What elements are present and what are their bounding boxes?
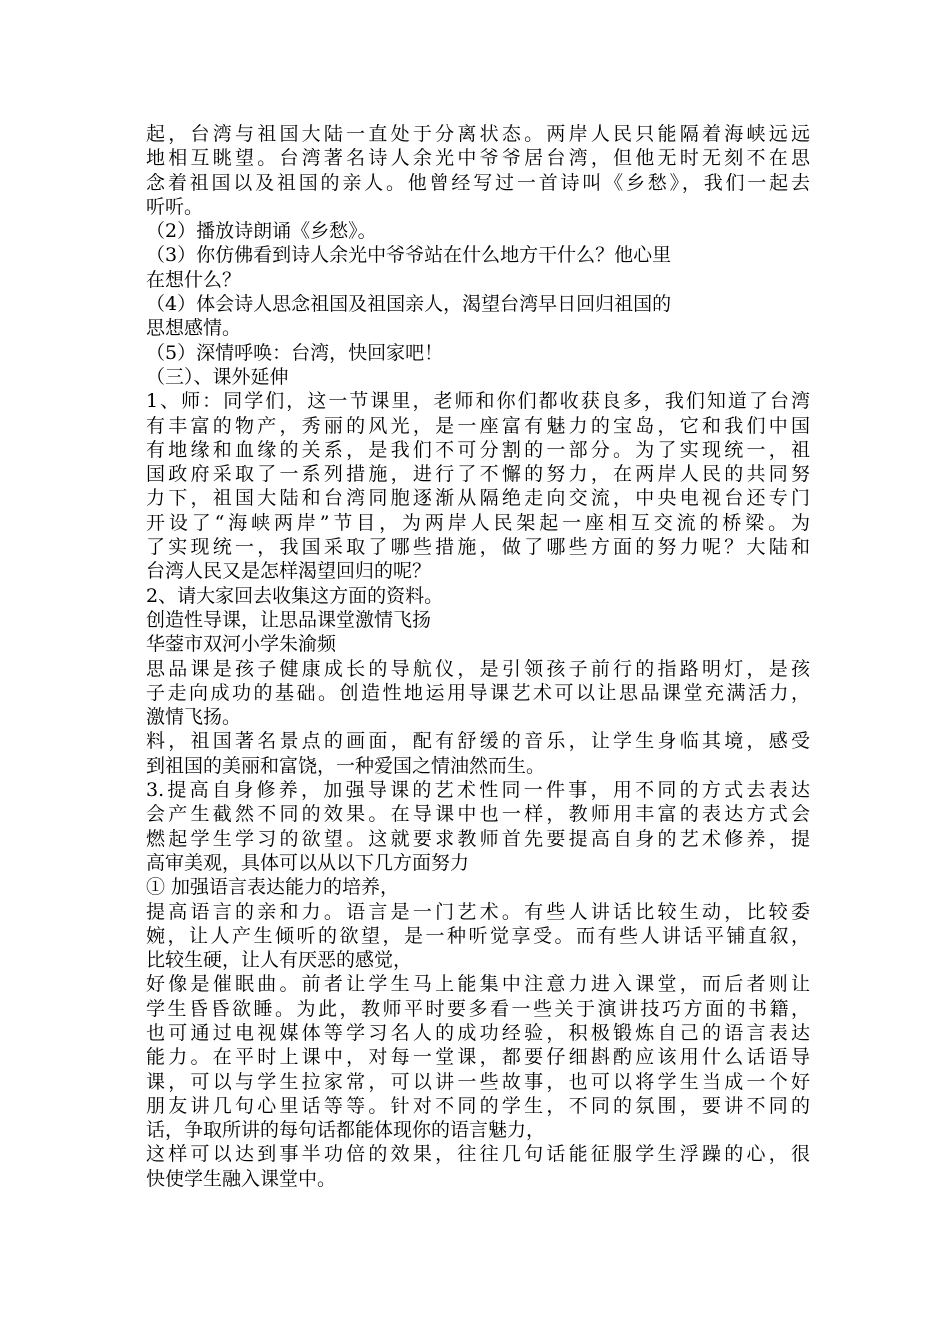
text-line: 思想感情。 bbox=[146, 317, 242, 340]
text-line: 听听。 bbox=[146, 195, 204, 218]
text-line: 婉，让人产生倾听的欲望，是一种听觉享受。而有些人讲话平铺直叙， bbox=[146, 924, 810, 947]
text-line: 课，可以与学生拉家常，可以讲一些故事，也可以将学生当成一个好 bbox=[146, 1070, 810, 1093]
text-line: （2）播放诗朗诵《乡愁》。 bbox=[146, 220, 377, 243]
text-line: 在想什么？ bbox=[146, 268, 242, 291]
text-line: 国政府采取了一系列措施，进行了不懈的努力，在两岸人民的共同努 bbox=[146, 463, 810, 486]
text-line: 朋友讲几句心里话等等。针对不同的学生，不同的氛围，要讲不同的 bbox=[146, 1094, 810, 1117]
text-line: 子走向成功的基础。创造性地运用导课艺术可以让思品课堂充满活力， bbox=[146, 681, 810, 704]
text-line: 华蓥市双河小学朱渝频 bbox=[146, 633, 337, 656]
text-line: 了实现统一，我国采取了哪些措施，做了哪些方面的努力呢？大陆和 bbox=[146, 536, 810, 559]
text-line: 料，祖国著名景点的画面，配有舒缓的音乐，让学生身临其境，感受 bbox=[146, 730, 810, 753]
text-line: ① 加强语言表达能力的培养， bbox=[146, 876, 400, 899]
text-line: 会产生截然不同的效果。在导课中也一样，教师用丰富的表达方式会 bbox=[146, 803, 810, 826]
text-line: 有丰富的物产，秀丽的风光，是一座富有魅力的宝岛，它和我们中国 bbox=[146, 414, 810, 437]
text-line: 这样可以达到事半功倍的效果，往往几句话能征服学生浮躁的心，很 bbox=[146, 1143, 810, 1166]
text-line: 创造性导课，让思品课堂激情飞扬 bbox=[146, 608, 432, 631]
text-line: 话，争取所讲的每句话都能体现你的语言魅力， bbox=[146, 1119, 546, 1142]
text-line: 快使学生融入课堂中。 bbox=[146, 1167, 337, 1190]
text-line: （3）你仿佛看到诗人余光中爷爷站在什么地方干什么？他心里 bbox=[146, 244, 672, 267]
text-line: 好像是催眠曲。前者让学生马上能集中注意力进入课堂，而后者则让 bbox=[146, 973, 810, 996]
text-line: 燃起学生学习的欲望。这就要求教师首先要提高自身的艺术修养，提 bbox=[146, 827, 810, 850]
text-line: 1、师：同学们，这一节课里，老师和你们都收获良多，我们知道了台湾 bbox=[146, 390, 810, 413]
text-line: 高审美观，具体可以从以下几方面努力 bbox=[146, 851, 470, 874]
text-line: 有地缘和血缘的关系，是我们不可分割的一部分。为了实现统一，祖 bbox=[146, 438, 810, 461]
text-line: 学生昏昏欲睡。为此，教师平时要多看一些关于演讲技巧方面的书籍， bbox=[146, 997, 810, 1020]
text-line: 念着祖国以及祖国的亲人。他曾经写过一首诗叫《乡愁》，我们一起去 bbox=[146, 171, 810, 194]
text-line: 开设了“海峡两岸”节目，为两岸人民架起一座相互交流的桥梁。为 bbox=[146, 511, 810, 534]
text-line: 比较生硬，让人有厌恶的感觉， bbox=[146, 949, 413, 972]
text-line: 3.提高自身修养，加强导课的艺术性同一件事，用不同的方式去表达 bbox=[146, 779, 810, 802]
text-line: 起，台湾与祖国大陆一直处于分离状态。两岸人民只能隔着海峡远远 bbox=[146, 123, 810, 145]
text-line: （三）、课外延伸 bbox=[146, 365, 289, 388]
document-page bbox=[146, 122, 810, 1191]
text-line: 提高语言的亲和力。语言是一门艺术。有些人讲话比较生动，比较委 bbox=[146, 900, 810, 923]
text-line: 2、请大家回去收集这方面的资料。 bbox=[146, 584, 444, 607]
text-line: （5）深情呼唤：台湾，快回家吧！ bbox=[146, 341, 444, 364]
text-line: 地相互眺望。台湾著名诗人余光中爷爷居台湾，但他无时无刻不在思 bbox=[146, 147, 810, 170]
text-line: 到祖国的美丽和富饶，一种爱国之情油然而生。 bbox=[146, 754, 546, 777]
text-line: 力下，祖国大陆和台湾同胞逐渐从隔绝走向交流，中央电视台还专门 bbox=[146, 487, 810, 510]
text-line: 能力。在平时上课中，对每一堂课，都要仔细斟酌应该用什么话语导 bbox=[146, 1046, 810, 1069]
text-line: 激情飞扬。 bbox=[146, 706, 242, 729]
text-line: 思品课是孩子健康成长的导航仪，是引领孩子前行的指路明灯，是孩 bbox=[146, 657, 810, 680]
text-line: 台湾人民又是怎样渴望回归的呢？ bbox=[146, 560, 432, 583]
text-line: （4）体会诗人思念祖国及祖国亲人，渴望台湾早日回归祖国的 bbox=[146, 293, 672, 316]
text-line: 也可通过电视媒体等学习名人的成功经验，积极锻炼自己的语言表达 bbox=[146, 1021, 810, 1044]
